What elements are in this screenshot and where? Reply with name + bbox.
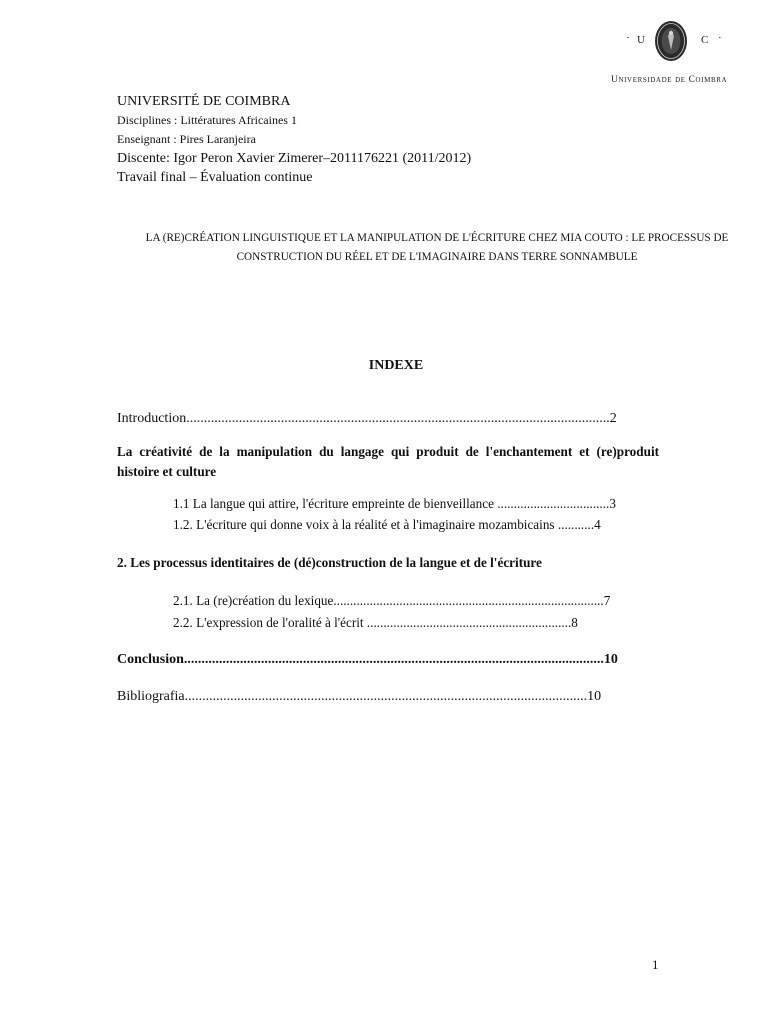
logo-dot-left: · bbox=[626, 32, 630, 44]
logo-university-name: Universidade de Coimbra bbox=[611, 75, 728, 85]
seal-icon bbox=[654, 20, 688, 62]
toc-subsection-2-1: 2.1. La (re)création du lexique..................................................................................7 bbox=[173, 593, 611, 608]
student-line: Discente: Igor Peron Xavier Zimerer–2011176221 (2011/2012) bbox=[117, 151, 472, 166]
logo-dot-right: · bbox=[718, 32, 722, 44]
discipline-line: Disciplines : Littératures Africaines 1 bbox=[117, 113, 297, 127]
title-line-2: CONSTRUCTION DU RÉEL ET DE L'IMAGINAIRE DANS TERRE SONNAMBULE bbox=[236, 251, 638, 263]
toc-introduction: Introduction.........................................................................................................................2 bbox=[117, 411, 617, 426]
university-name: UNIVERSITÉ DE COIMBRA bbox=[117, 94, 291, 109]
document-title bbox=[117, 229, 757, 267]
toc-bibliography: Bibliografia...................................................................................................................10 bbox=[117, 689, 602, 704]
document-header bbox=[117, 92, 677, 187]
toc-subsection-1-1: 1.1 La langue qui attire, l'écriture empreinte de bienveillance ..................................3 bbox=[173, 496, 616, 511]
title-line-1: LA (RE)CRÉATION LINGUISTIQUE ET LA MANIPULATION DE L'ÉCRITURE CHEZ MIA COUTO : LE PROCESSUS DE bbox=[145, 232, 729, 244]
logo-letter-c: C bbox=[701, 34, 709, 46]
toc-section-1-title: La créativité de la manipulation du langage qui produit de l'enchantement et (re)produit histoire et culture bbox=[117, 444, 659, 479]
logo-emblem-row bbox=[604, 20, 744, 64]
page-number: 1 bbox=[652, 957, 659, 972]
toc-subsection-2-2: 2.2. L'expression de l'oralité à l'écrit ..............................................................8 bbox=[173, 615, 578, 630]
university-logo bbox=[604, 20, 744, 92]
logo-letter-u: U bbox=[637, 34, 645, 46]
toc-conclusion: Conclusion........................................................................................................................10 bbox=[117, 652, 618, 667]
work-line: Travail final – Évaluation continue bbox=[117, 170, 313, 185]
teacher-line: Enseignant : Pires Laranjeira bbox=[117, 132, 256, 146]
index-heading: INDEXE bbox=[368, 358, 424, 373]
toc-section-2-title: 2. Les processus identitaires de (dé)construction de la langue et de l'écriture bbox=[117, 555, 542, 570]
toc-subsection-1-2: 1.2. L'écriture qui donne voix à la réalité et à l'imaginaire mozambicains ...........4 bbox=[173, 517, 601, 532]
